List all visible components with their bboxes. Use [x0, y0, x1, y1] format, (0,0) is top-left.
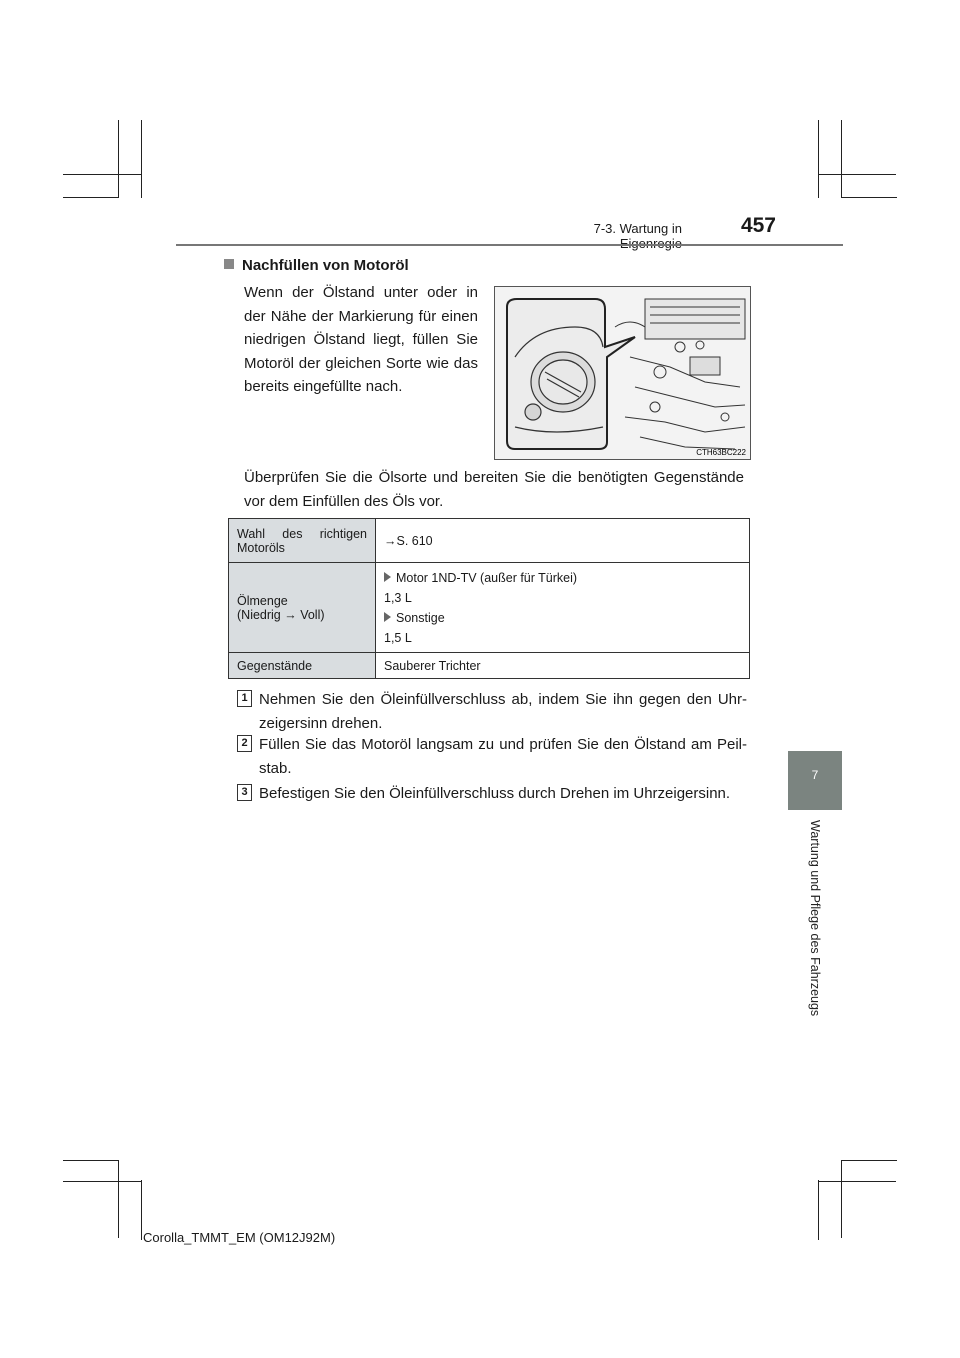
crop-mark	[841, 1160, 842, 1238]
step-text: Befestigen Sie den Öleinfüllverschluss durch Drehen im Uhrzeigersinn.	[259, 785, 731, 802]
section-label: 7-3. Wartung in	[593, 221, 682, 236]
oil-quantity-range: (Niedrig → Voll)	[237, 607, 325, 622]
intro-paragraph: Wenn der Ölstand unter oder in der Nähe der Markierung für einen niedrigen Ölstand liegt, füllen Sie Motoröl der gleichen Sorte wie das bereits eingefüllte nach.	[244, 284, 478, 395]
crop-mark	[841, 1160, 897, 1161]
oil-type-label: Wahl des richtigen Motoröls	[237, 526, 367, 555]
table-label-cell	[229, 653, 376, 679]
crop-mark	[841, 120, 842, 198]
table-value-cell	[376, 653, 750, 679]
engine-capacity: 1,5 L	[384, 630, 412, 645]
step-item	[237, 733, 747, 780]
section-heading	[224, 257, 409, 274]
preparation-paragraph: Überprüfen Sie die Ölsorte und bereiten Sie die benötigten Gegenstände vor dem Einfüllen des Öls vor.	[244, 469, 744, 510]
step-item	[237, 782, 747, 806]
engine-capacity: 1,3 L	[384, 590, 412, 605]
triangle-bullet-icon	[384, 612, 391, 622]
table-value-cell	[376, 519, 750, 563]
page-number: 457	[740, 214, 776, 237]
engine-option: Motor 1ND-TV (außer für Türkei)	[384, 568, 741, 588]
crop-mark	[63, 1181, 141, 1182]
items-label: Gegenstände	[237, 658, 313, 673]
heading-text: Nachfüllen von Motoröl	[242, 257, 409, 274]
triangle-bullet-icon	[384, 572, 391, 582]
step-number: 3	[237, 784, 252, 801]
engine-bay-drawing	[495, 287, 750, 459]
oil-type-reference: →S. 610	[384, 533, 433, 548]
step-number: 2	[237, 735, 252, 752]
crop-mark	[141, 1180, 142, 1240]
oil-spec-table	[228, 518, 750, 679]
table-row	[229, 563, 750, 653]
figure-code: CTH63BC222	[696, 448, 746, 457]
engine-oil-cap-illustration	[494, 286, 751, 460]
crop-mark	[818, 1180, 819, 1240]
chapter-number: 7	[811, 768, 819, 782]
chapter-title: Wartung und Pflege des Fahrzeugs	[808, 820, 822, 1017]
oil-quantity-label: Ölmenge	[237, 593, 288, 608]
crop-mark	[118, 120, 119, 198]
crop-mark	[63, 1160, 119, 1161]
table-row	[229, 519, 750, 563]
crop-mark	[818, 120, 819, 198]
crop-mark	[818, 174, 896, 175]
header-divider	[176, 244, 843, 246]
table-label-cell	[229, 563, 376, 653]
crop-mark	[63, 174, 141, 175]
engine-option: Sonstige	[384, 608, 741, 628]
square-bullet-icon	[224, 259, 234, 269]
crop-mark	[841, 197, 897, 198]
crop-mark	[818, 1181, 896, 1182]
document-footer: Corolla_TMMT_EM (OM12J92M)	[143, 1230, 336, 1245]
table-row	[229, 653, 750, 679]
table-label-cell	[229, 519, 376, 563]
crop-mark	[118, 1160, 119, 1238]
step-text: Nehmen Sie den Öleinfüllverschluss ab, indem Sie ihn gegen den Uhr- zeigersinn drehen.	[259, 691, 747, 732]
step-item	[237, 688, 747, 735]
step-number: 1	[237, 690, 252, 707]
step-text: Füllen Sie das Motoröl langsam zu und prüfen Sie den Ölstand am Peil- stab.	[259, 736, 747, 777]
items-value: Sauberer Trichter	[384, 658, 481, 673]
crop-mark	[63, 197, 119, 198]
crop-mark	[141, 120, 142, 198]
table-value-cell	[376, 563, 750, 653]
